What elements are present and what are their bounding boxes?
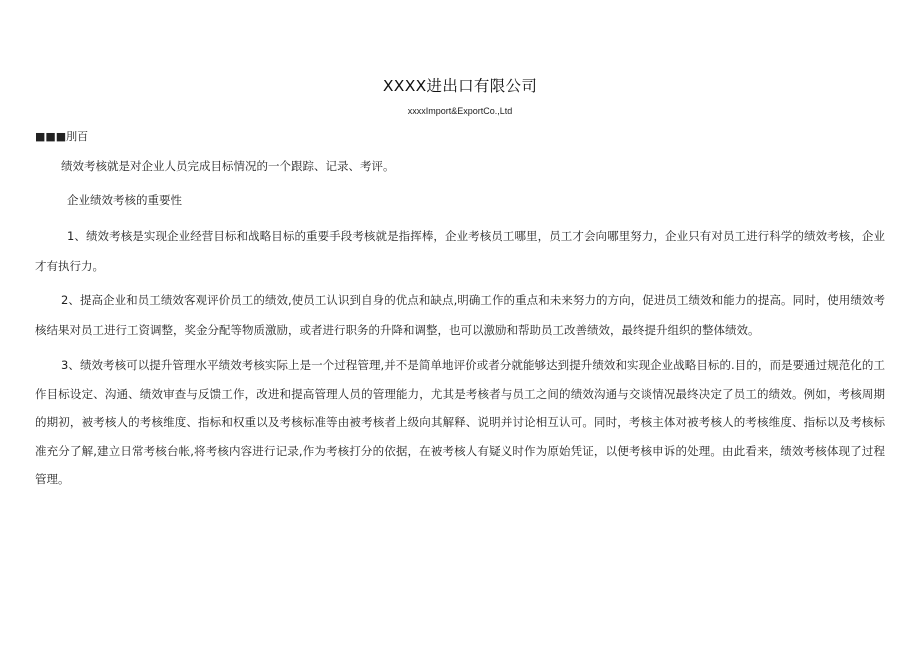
section-marker: ■■■刖百 <box>35 130 89 143</box>
document-title: XXXX进出口有限公司 <box>382 77 538 95</box>
paragraph-2: 2、提高企业和员工绩效客观评价员工的绩效,使员工认识到自身的优点和缺点,明确工作的重点和未来努力的方向，促进员工绩效和能力的提高。同时，使用绩效考核结果对员工进行工资调整，奖金分配等物质激励，或者进行职务的升降和调整，也可以激励和帮助员工改善绩效，最终提升组织的整体绩效。 <box>35 293 885 337</box>
paragraph-3: 3、绩效考核可以提升管理水平绩效考核实际上是一个过程管理,并不是简单地评价或者分就能够达到提升绩效和实现企业战略目标的.目的，而是要通过规范化的工作目标设定、沟通、绩效审查与反馈工作，改进和提高管理人员的管理能力，尤其是考核者与员工之间的绩效沟通与交谈情况最终决定了员工的绩效。例如，考核周期的期初，被考核人的考核维度、指标和权重以及考核标准等由被考核者上级向其解释、说明并讨论相互认可。同时，考核主体对被考核人的考核维度、指标以及考核标准充分了解,建立日常考核台帐,将考核内容进行记录,作为考核打分的依据，在被考核人有疑义时作为原始凭证，以便考核申诉的处理。由此看来，绩效考核体现了过程管理。 <box>35 358 885 486</box>
paragraph-1: 1、绩效考核是实现企业经营目标和战略目标的重要手段考核就是指挥棒，企业考核员工哪里，员工才会向哪里努力，企业只有对员工进行科学的绩效考核，企业才有执行力。 <box>35 229 885 273</box>
intro-paragraph: 绩效考核就是对企业人员完成目标情况的一个跟踪、记录、考评。 <box>61 159 395 173</box>
section-heading: 企业绩效考核的重要性 <box>67 193 182 207</box>
document-subtitle: xxxxImport&ExportCo.,Ltd <box>407 106 513 116</box>
